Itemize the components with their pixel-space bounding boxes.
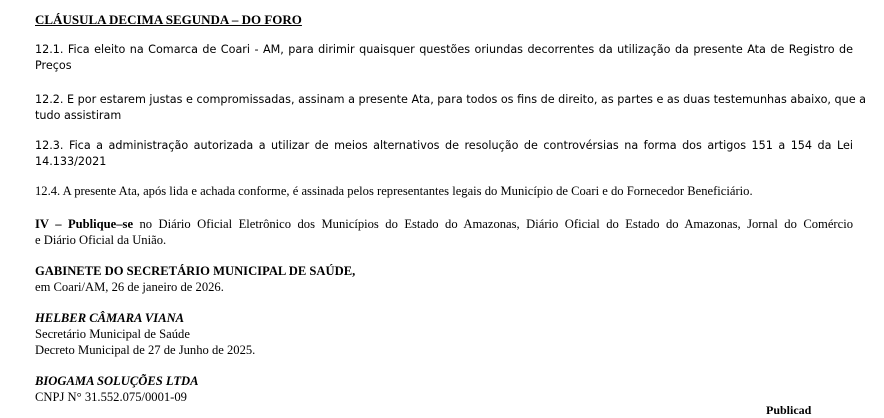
signer-2-cnpj: CNPJ N° 31.552.075/0001-09 (35, 390, 187, 404)
clause-12-2-line-2: tudo assistiram (35, 109, 122, 122)
publication-lead: IV – Publique–se (35, 217, 134, 231)
clause-12-4: 12.4. A presente Ata, após lida e achada conforme, é assinada pelos representantes legais do Município de Coari e do Fornecedor Beneficiário. (35, 184, 753, 198)
publication-text: no Diário Oficial Eletrônico dos Municípios do Estado do Amazonas, Diário Oficial do Estado do Amazonas, Jornal do Comércio (133, 217, 854, 231)
clause-12-2-line-1: 12.2. E por estarem justas e compromissadas, assinam a presente Ata, para todos os fins de direito, as partes e as duas testemunhas abaixo, que a (35, 93, 867, 106)
signer-1-role: Secretário Municipal de Saúde (35, 327, 190, 341)
clause-12-3-line-1: 12.3. Fica a administração autorizada a utilizar de meios alternativos de resolução de controvérsias na forma dos artigos 151 a 154 da Lei (35, 139, 853, 152)
publication-line-2: e Diário Oficial da União. (35, 233, 167, 247)
office-name: GABINETE DO SECRETÁRIO MUNICIPAL DE SAÚDE, (35, 264, 356, 278)
office-date: em Coari/AM, 26 de janeiro de 2026. (35, 280, 224, 294)
clause-title: CLÁUSULA DECIMA SEGUNDA – DO FORO (35, 12, 302, 27)
signer-1-name: HELBER CÂMARA VIANA (35, 311, 185, 325)
clause-12-1-line-2: Preços (35, 59, 72, 72)
publication-line-1 (35, 216, 853, 232)
cut-off-footer-text: Publicad (766, 403, 812, 417)
signer-2-name: BIOGAMA SOLUÇÕES LTDA (35, 374, 199, 388)
clause-12-3-line-2: 14.133/2021 (35, 155, 107, 168)
signer-1-decree: Decreto Municipal de 27 de Junho de 2025. (35, 343, 256, 357)
clause-12-1-line-1: 12.1. Fica eleito na Comarca de Coari - AM, para dirimir quaisquer questões oriundas decorrentes da utilização da presente Ata de Registro de (35, 43, 853, 56)
